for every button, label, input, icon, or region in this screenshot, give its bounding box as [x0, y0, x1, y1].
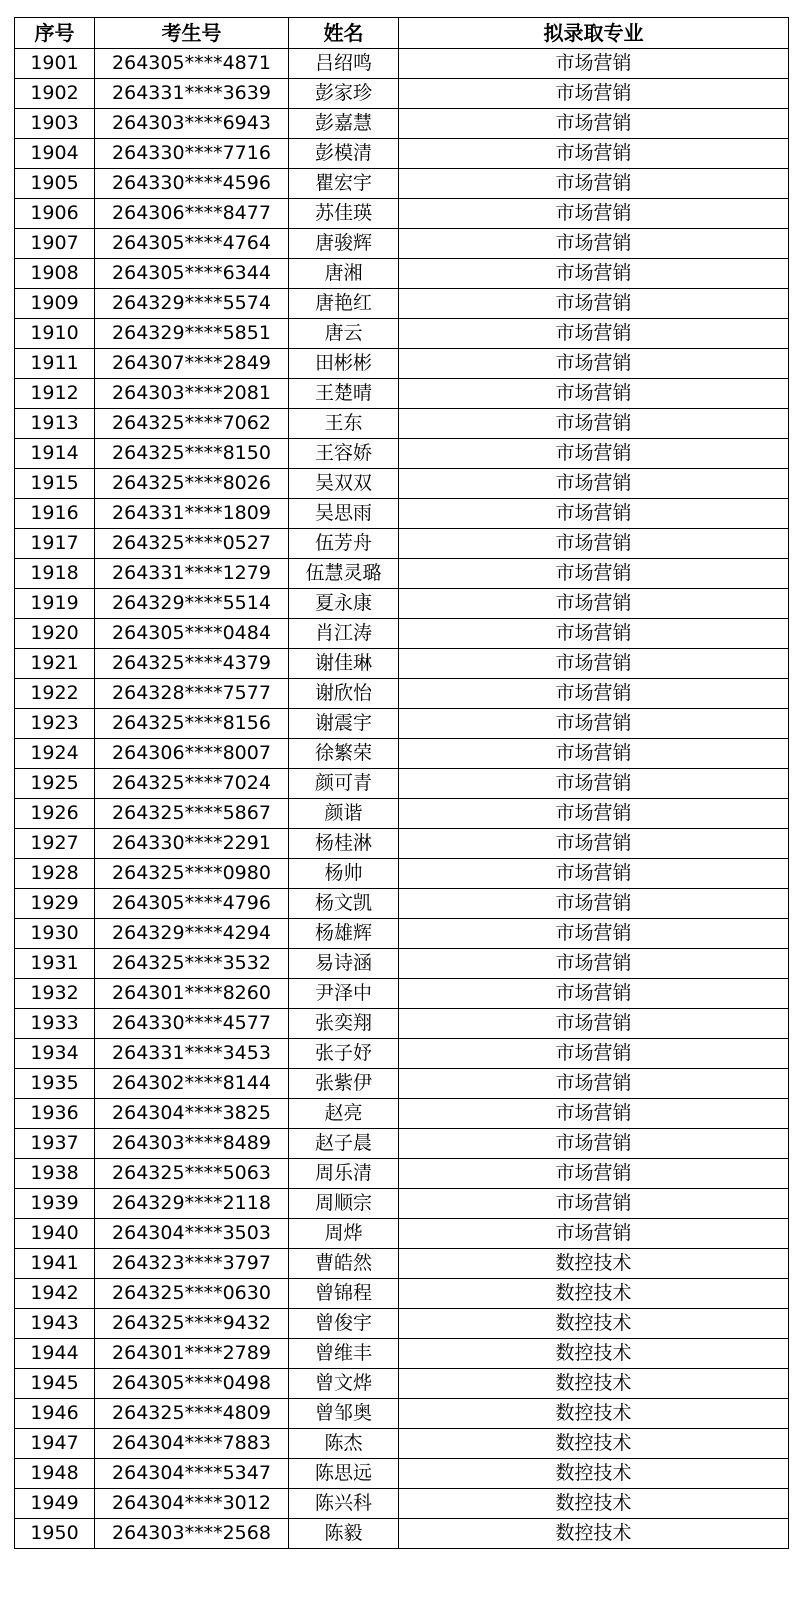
name-cell: 曾邹奥 [289, 1399, 399, 1429]
name-cell: 杨雄辉 [289, 919, 399, 949]
major-cell: 数控技术 [399, 1249, 789, 1279]
seq-cell: 1920 [15, 619, 95, 649]
name-cell: 唐艳红 [289, 289, 399, 319]
exam-number-cell: 264329****5574 [95, 289, 289, 319]
seq-cell: 1931 [15, 949, 95, 979]
seq-cell: 1908 [15, 259, 95, 289]
table-row [15, 829, 789, 859]
name-cell: 徐繁荣 [289, 739, 399, 769]
major-cell: 市场营销 [399, 859, 789, 889]
name-cell: 尹泽中 [289, 979, 399, 1009]
name-cell: 肖江涛 [289, 619, 399, 649]
major-cell: 数控技术 [399, 1339, 789, 1369]
major-cell: 数控技术 [399, 1459, 789, 1489]
table-row [15, 589, 789, 619]
exam-number-cell: 264302****8144 [95, 1069, 289, 1099]
table-row [15, 349, 789, 379]
seq-cell: 1927 [15, 829, 95, 859]
exam-number-cell: 264325****0980 [95, 859, 289, 889]
table-row [15, 169, 789, 199]
name-cell: 夏永康 [289, 589, 399, 619]
table-row [15, 1399, 789, 1429]
name-cell: 颜谐 [289, 799, 399, 829]
table-row [15, 1309, 789, 1339]
seq-cell: 1926 [15, 799, 95, 829]
table-row [15, 1189, 789, 1219]
major-cell: 市场营销 [399, 949, 789, 979]
table-row [15, 49, 789, 79]
exam-number-cell: 264330****4577 [95, 1009, 289, 1039]
exam-number-cell: 264304****3825 [95, 1099, 289, 1129]
name-cell: 彭家珍 [289, 79, 399, 109]
table-row [15, 1039, 789, 1069]
major-cell: 市场营销 [399, 619, 789, 649]
name-cell: 曹皓然 [289, 1249, 399, 1279]
name-cell: 吕绍鸣 [289, 49, 399, 79]
name-cell: 张奕翔 [289, 1009, 399, 1039]
name-cell: 颜可青 [289, 769, 399, 799]
major-cell: 市场营销 [399, 559, 789, 589]
table-row [15, 1159, 789, 1189]
name-cell: 曾俊宇 [289, 1309, 399, 1339]
exam-number-cell: 264303****2568 [95, 1519, 289, 1549]
seq-cell: 1903 [15, 109, 95, 139]
name-cell: 曾维丰 [289, 1339, 399, 1369]
name-cell: 张子妤 [289, 1039, 399, 1069]
name-cell: 易诗涵 [289, 949, 399, 979]
exam-number-cell: 264329****5514 [95, 589, 289, 619]
major-cell: 市场营销 [399, 1129, 789, 1159]
major-cell: 市场营销 [399, 229, 789, 259]
table-row [15, 529, 789, 559]
seq-cell: 1932 [15, 979, 95, 1009]
table-row [15, 889, 789, 919]
seq-cell: 1904 [15, 139, 95, 169]
exam-number-cell: 264305****0484 [95, 619, 289, 649]
table-row [15, 679, 789, 709]
major-cell: 市场营销 [399, 889, 789, 919]
major-cell: 市场营销 [399, 919, 789, 949]
name-cell: 瞿宏宇 [289, 169, 399, 199]
exam-number-cell: 264325****8150 [95, 439, 289, 469]
major-cell: 市场营销 [399, 319, 789, 349]
exam-number-cell: 264325****8026 [95, 469, 289, 499]
exam-number-cell: 264331****3639 [95, 79, 289, 109]
major-cell: 市场营销 [399, 709, 789, 739]
name-cell: 谢欣怡 [289, 679, 399, 709]
table-row [15, 199, 789, 229]
major-cell: 市场营销 [399, 169, 789, 199]
table-row [15, 469, 789, 499]
table-row [15, 319, 789, 349]
table-row [15, 979, 789, 1009]
seq-cell: 1917 [15, 529, 95, 559]
name-cell: 谢佳琳 [289, 649, 399, 679]
exam-number-cell: 264305****4764 [95, 229, 289, 259]
name-cell: 伍慧灵璐 [289, 559, 399, 589]
name-cell: 谢震宇 [289, 709, 399, 739]
admission-table [14, 17, 789, 1549]
seq-cell: 1909 [15, 289, 95, 319]
major-cell: 市场营销 [399, 109, 789, 139]
major-cell: 市场营销 [399, 259, 789, 289]
exam-number-cell: 264301****2789 [95, 1339, 289, 1369]
seq-cell: 1937 [15, 1129, 95, 1159]
exam-number-cell: 264305****4871 [95, 49, 289, 79]
major-cell: 市场营销 [399, 979, 789, 1009]
name-cell: 唐湘 [289, 259, 399, 289]
seq-cell: 1902 [15, 79, 95, 109]
table-row [15, 649, 789, 679]
name-cell: 吴思雨 [289, 499, 399, 529]
header-major: 拟录取专业 [399, 18, 789, 49]
name-cell: 王东 [289, 409, 399, 439]
major-cell: 市场营销 [399, 679, 789, 709]
name-cell: 曾文烨 [289, 1369, 399, 1399]
major-cell: 市场营销 [399, 289, 789, 319]
exam-number-cell: 264307****2849 [95, 349, 289, 379]
table-row [15, 769, 789, 799]
exam-number-cell: 264304****5347 [95, 1459, 289, 1489]
table-row [15, 1069, 789, 1099]
table-row [15, 859, 789, 889]
major-cell: 市场营销 [399, 799, 789, 829]
name-cell: 杨桂淋 [289, 829, 399, 859]
exam-number-cell: 264305****4796 [95, 889, 289, 919]
table-row [15, 1219, 789, 1249]
seq-cell: 1944 [15, 1339, 95, 1369]
exam-number-cell: 264306****8477 [95, 199, 289, 229]
major-cell: 市场营销 [399, 49, 789, 79]
table-row [15, 919, 789, 949]
seq-cell: 1947 [15, 1429, 95, 1459]
table-row [15, 619, 789, 649]
table-row [15, 1519, 789, 1549]
table-row [15, 79, 789, 109]
major-cell: 市场营销 [399, 379, 789, 409]
major-cell: 市场营销 [399, 1039, 789, 1069]
seq-cell: 1936 [15, 1099, 95, 1129]
name-cell: 田彬彬 [289, 349, 399, 379]
major-cell: 数控技术 [399, 1489, 789, 1519]
table-row [15, 1279, 789, 1309]
seq-cell: 1941 [15, 1249, 95, 1279]
exam-number-cell: 264325****5867 [95, 799, 289, 829]
table-row [15, 799, 789, 829]
table-row [15, 709, 789, 739]
name-cell: 王楚晴 [289, 379, 399, 409]
seq-cell: 1940 [15, 1219, 95, 1249]
exam-number-cell: 264306****8007 [95, 739, 289, 769]
exam-number-cell: 264303****8489 [95, 1129, 289, 1159]
seq-cell: 1906 [15, 199, 95, 229]
seq-cell: 1946 [15, 1399, 95, 1429]
exam-number-cell: 264301****8260 [95, 979, 289, 1009]
major-cell: 市场营销 [399, 1009, 789, 1039]
major-cell: 数控技术 [399, 1369, 789, 1399]
table-row [15, 139, 789, 169]
seq-cell: 1933 [15, 1009, 95, 1039]
seq-cell: 1905 [15, 169, 95, 199]
major-cell: 数控技术 [399, 1399, 789, 1429]
seq-cell: 1935 [15, 1069, 95, 1099]
table-row [15, 499, 789, 529]
name-cell: 唐骏辉 [289, 229, 399, 259]
name-cell: 杨文凯 [289, 889, 399, 919]
exam-number-cell: 264329****5851 [95, 319, 289, 349]
exam-number-cell: 264325****4379 [95, 649, 289, 679]
table-row [15, 409, 789, 439]
table-body [15, 49, 789, 1549]
seq-cell: 1948 [15, 1459, 95, 1489]
name-cell: 赵亮 [289, 1099, 399, 1129]
exam-number-cell: 264325****8156 [95, 709, 289, 739]
exam-number-cell: 264303****6943 [95, 109, 289, 139]
major-cell: 数控技术 [399, 1279, 789, 1309]
table-row [15, 1339, 789, 1369]
seq-cell: 1928 [15, 859, 95, 889]
table-row [15, 1369, 789, 1399]
name-cell: 彭嘉慧 [289, 109, 399, 139]
exam-number-cell: 264330****4596 [95, 169, 289, 199]
name-cell: 伍芳舟 [289, 529, 399, 559]
exam-number-cell: 264330****7716 [95, 139, 289, 169]
exam-number-cell: 264305****6344 [95, 259, 289, 289]
seq-cell: 1910 [15, 319, 95, 349]
seq-cell: 1949 [15, 1489, 95, 1519]
major-cell: 市场营销 [399, 649, 789, 679]
major-cell: 市场营销 [399, 79, 789, 109]
name-cell: 杨帅 [289, 859, 399, 889]
seq-cell: 1934 [15, 1039, 95, 1069]
seq-cell: 1916 [15, 499, 95, 529]
name-cell: 苏佳瑛 [289, 199, 399, 229]
seq-cell: 1901 [15, 49, 95, 79]
major-cell: 市场营销 [399, 439, 789, 469]
seq-cell: 1911 [15, 349, 95, 379]
major-cell: 市场营销 [399, 1189, 789, 1219]
name-cell: 赵子晨 [289, 1129, 399, 1159]
table-row [15, 739, 789, 769]
table-row [15, 1459, 789, 1489]
table-row [15, 1129, 789, 1159]
major-cell: 市场营销 [399, 349, 789, 379]
seq-cell: 1914 [15, 439, 95, 469]
major-cell: 市场营销 [399, 199, 789, 229]
table-row [15, 259, 789, 289]
exam-number-cell: 264328****7577 [95, 679, 289, 709]
name-cell: 吴双双 [289, 469, 399, 499]
exam-number-cell: 264331****1809 [95, 499, 289, 529]
seq-cell: 1929 [15, 889, 95, 919]
exam-number-cell: 264304****7883 [95, 1429, 289, 1459]
major-cell: 市场营销 [399, 1159, 789, 1189]
name-cell: 王容娇 [289, 439, 399, 469]
exam-number-cell: 264325****5063 [95, 1159, 289, 1189]
major-cell: 市场营销 [399, 589, 789, 619]
exam-number-cell: 264304****3012 [95, 1489, 289, 1519]
major-cell: 市场营销 [399, 739, 789, 769]
table-row [15, 1009, 789, 1039]
exam-number-cell: 264304****3503 [95, 1219, 289, 1249]
exam-number-cell: 264325****7062 [95, 409, 289, 439]
major-cell: 市场营销 [399, 769, 789, 799]
table-row [15, 1429, 789, 1459]
seq-cell: 1921 [15, 649, 95, 679]
exam-number-cell: 264329****4294 [95, 919, 289, 949]
table-row [15, 229, 789, 259]
name-cell: 陈杰 [289, 1429, 399, 1459]
name-cell: 陈兴科 [289, 1489, 399, 1519]
seq-cell: 1918 [15, 559, 95, 589]
major-cell: 市场营销 [399, 1069, 789, 1099]
major-cell: 市场营销 [399, 1099, 789, 1129]
table-row [15, 379, 789, 409]
seq-cell: 1950 [15, 1519, 95, 1549]
seq-cell: 1913 [15, 409, 95, 439]
seq-cell: 1925 [15, 769, 95, 799]
major-cell: 数控技术 [399, 1519, 789, 1549]
table-row [15, 289, 789, 319]
table-row [15, 559, 789, 589]
name-cell: 陈思远 [289, 1459, 399, 1489]
exam-number-cell: 264325****3532 [95, 949, 289, 979]
table-row [15, 949, 789, 979]
exam-number-cell: 264329****2118 [95, 1189, 289, 1219]
table-row [15, 1249, 789, 1279]
seq-cell: 1939 [15, 1189, 95, 1219]
seq-cell: 1930 [15, 919, 95, 949]
major-cell: 市场营销 [399, 469, 789, 499]
table-row [15, 1489, 789, 1519]
name-cell: 唐云 [289, 319, 399, 349]
seq-cell: 1938 [15, 1159, 95, 1189]
exam-number-cell: 264325****7024 [95, 769, 289, 799]
exam-number-cell: 264323****3797 [95, 1249, 289, 1279]
header-exam-number: 考生号 [95, 18, 289, 49]
major-cell: 市场营销 [399, 529, 789, 559]
header-seq: 序号 [15, 18, 95, 49]
seq-cell: 1912 [15, 379, 95, 409]
name-cell: 陈毅 [289, 1519, 399, 1549]
major-cell: 市场营销 [399, 409, 789, 439]
seq-cell: 1945 [15, 1369, 95, 1399]
major-cell: 市场营销 [399, 139, 789, 169]
exam-number-cell: 264325****0527 [95, 529, 289, 559]
exam-number-cell: 264325****0630 [95, 1279, 289, 1309]
seq-cell: 1907 [15, 229, 95, 259]
seq-cell: 1922 [15, 679, 95, 709]
name-cell: 周乐清 [289, 1159, 399, 1189]
table-row [15, 439, 789, 469]
table-row [15, 109, 789, 139]
seq-cell: 1919 [15, 589, 95, 619]
exam-number-cell: 264325****9432 [95, 1309, 289, 1339]
major-cell: 市场营销 [399, 829, 789, 859]
seq-cell: 1943 [15, 1309, 95, 1339]
header-row [15, 18, 789, 49]
major-cell: 市场营销 [399, 1219, 789, 1249]
exam-number-cell: 264331****1279 [95, 559, 289, 589]
name-cell: 曾锦程 [289, 1279, 399, 1309]
header-name: 姓名 [289, 18, 399, 49]
seq-cell: 1915 [15, 469, 95, 499]
name-cell: 彭模清 [289, 139, 399, 169]
exam-number-cell: 264330****2291 [95, 829, 289, 859]
exam-number-cell: 264325****4809 [95, 1399, 289, 1429]
major-cell: 数控技术 [399, 1429, 789, 1459]
name-cell: 周顺宗 [289, 1189, 399, 1219]
major-cell: 市场营销 [399, 499, 789, 529]
exam-number-cell: 264331****3453 [95, 1039, 289, 1069]
table-row [15, 1099, 789, 1129]
seq-cell: 1924 [15, 739, 95, 769]
name-cell: 张紫伊 [289, 1069, 399, 1099]
exam-number-cell: 264303****2081 [95, 379, 289, 409]
major-cell: 数控技术 [399, 1309, 789, 1339]
exam-number-cell: 264305****0498 [95, 1369, 289, 1399]
name-cell: 周烨 [289, 1219, 399, 1249]
seq-cell: 1923 [15, 709, 95, 739]
seq-cell: 1942 [15, 1279, 95, 1309]
